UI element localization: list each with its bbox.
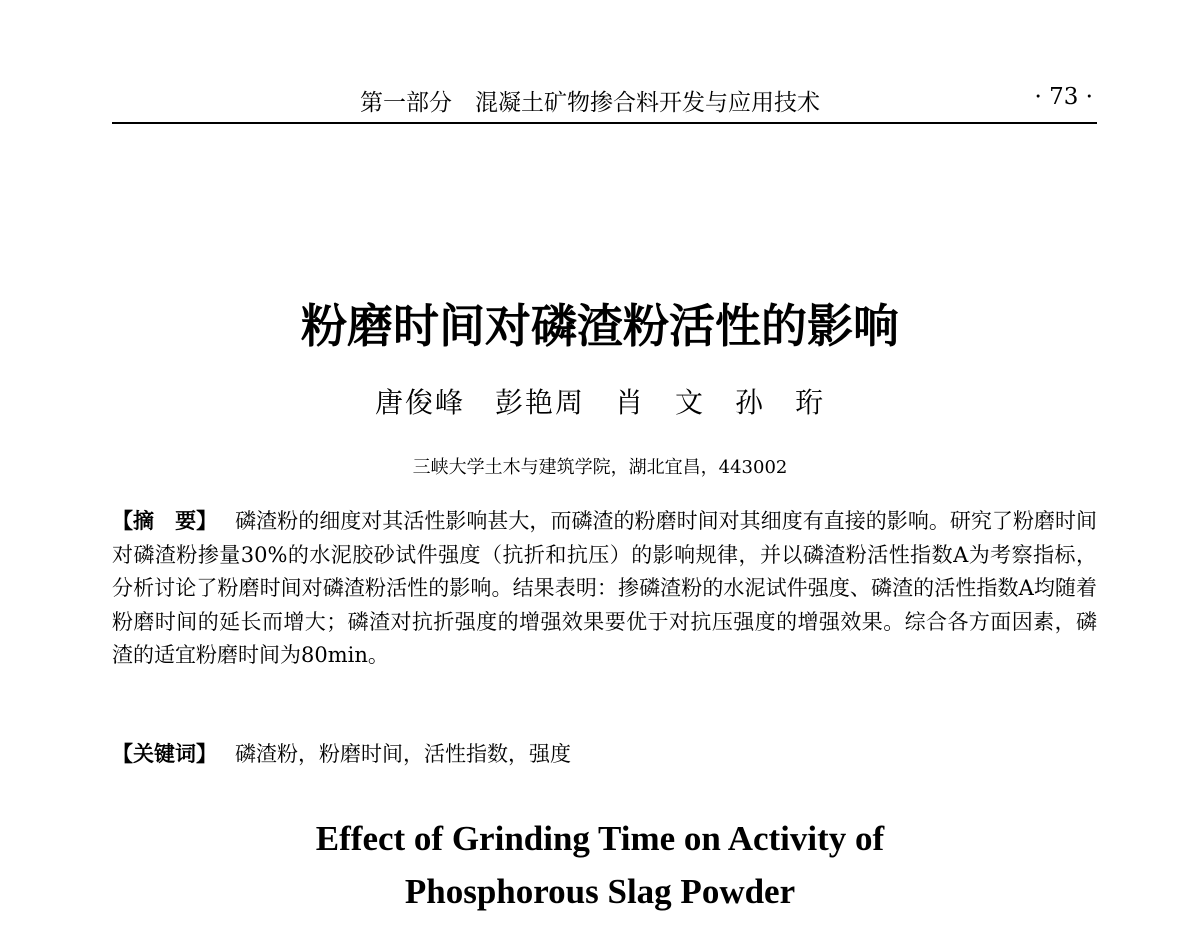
keywords-label: 【关键词】 [112,742,217,766]
abstract [112,505,1097,673]
english-title-line-2: Phosphorous Slag Powder [404,872,796,911]
affiliation: 三峡大学土木与建筑学院，湖北宜昌，443002 [412,457,788,478]
abstract-text: 磷渣粉的细度对其活性影响甚大，而磷渣的粉磨时间对其细度有直接的影响。研究了粉磨时间对磷渣粉掺量30%的水泥胶砂试件强度（抗折和抗压）的影响规律，并以磷渣粉活性指数A为考察指标，分析讨论了粉磨时间对磷渣粉活性的影响。结果表明：掺磷渣粉的水泥试件强度、磷渣的活性指数A均随着粉磨时间的延长而增大；磷渣对抗折强度的增强效果要优于对抗压强度的增强效果。综合各方面因素，磷渣的适宜粉磨时间为80min。 [112,509,1098,667]
english-title [0,812,1200,918]
english-title-line-1: Effect of Grinding Time on Activity of [315,819,885,858]
page-number: · 73 · [1034,84,1093,110]
running-header [112,76,1097,124]
article-title: 粉磨时间对磷渣粉活性的影响 [301,299,899,353]
keywords-text: 磷渣粉，粉磨时间，活性指数，强度 [235,742,571,766]
author-list: 唐俊峰 彭艳周 肖 文 孙 珩 [374,386,825,419]
keywords [112,738,1097,768]
abstract-label: 【摘 要】 [112,509,218,533]
section-title: 第一部分 混凝土矿物掺合料开发与应用技术 [360,90,820,116]
